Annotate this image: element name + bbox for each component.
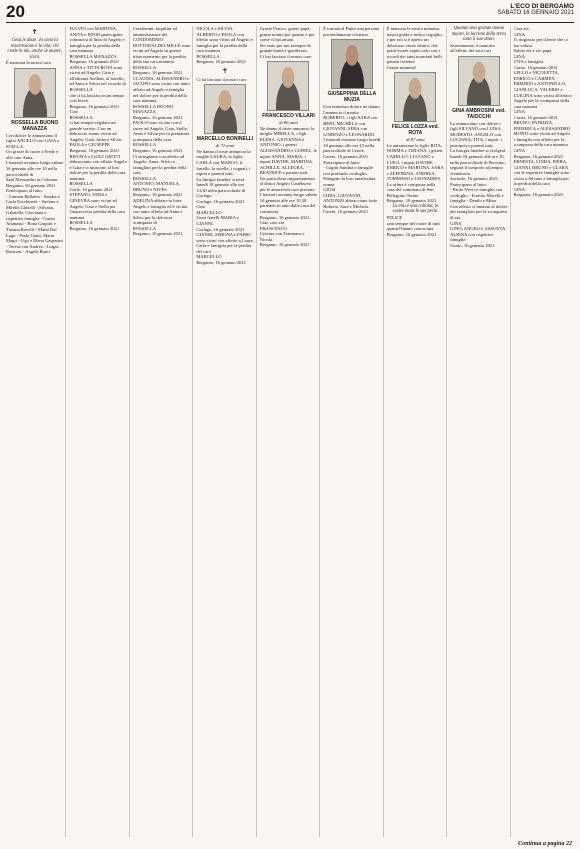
deceased-name-signoff: FRANCESCO [259,225,287,231]
portrait-photo [267,61,309,111]
notice-text: Ciao [196,204,206,210]
notice-text: Partecipano al lutto: [323,159,361,165]
notice-text: È mancata la nostra cara [6,60,51,66]
notice-date: Cerete, 16 gennaio 2021 [323,209,369,215]
deceased-age: di 87 anni [406,137,425,143]
masthead [498,3,574,17]
notice-text: Un grazie di cuore a Fredy e alle care Anna. [6,149,59,160]
issue-date: SABATO 16 GENNAIO 2021 [497,10,574,16]
notice-text: BRUNO, PATRIZIA, FEDERICA e ALESSANDRO MONTI sono vicini ad Angelo e famiglia con affetto per la scomparsa della cara mamma [513,120,571,148]
notice-text: Bergamo, 16 gennaio 2021 [6,182,56,188]
deceased-name: GINA AMBROSINI ved. TAIOCCHI [452,107,506,120]
notice-date: Bergamo, 16 gennaio 2021 [132,70,183,76]
notice-date: Bergamo, 16 gennaio 2021 [259,214,310,220]
notice-text: GINO, ANGELO, ASSUNTA, ALBINA con rispettive famiglie. [450,226,507,243]
deceased-name-signoff: ROSSELLA [132,64,157,70]
page-header [6,2,574,23]
deceased-name-signoff: MARCELLO [196,209,222,215]
notice-text: LIDIA, GIOVANNI, ANTONIO abbracciano forte Roberto, Sara e Michela. [323,192,378,209]
deceased-name-signoff: GINA [450,220,462,226]
notice-date: Bergamo, 16 gennaio 2021 [259,242,310,248]
notice-date: Bergamo, 16 gennaio 2021 [69,225,120,231]
cross-icon: ✝ [222,66,228,75]
notice-date: Bergamo, 16 gennaio 2021 [69,59,120,65]
memorial-quote: Gesù le disse: Io sono la resurrezione e la vita; chi crede in me, anche se muore, vivrà. [7,38,62,60]
notice-text: I funerali avranno luogo sabato 16 gennaio alle ore 10,30 partendo in auto dalla casa del commiato. [259,192,318,215]
notice-date: Bergamo, 16 gennaio 2021 [132,231,183,237]
notice-text: Sei stato per noi esempio di grande bontà e gentilezza. [259,42,311,54]
notice-text: Ci ha lasciato il nostro caro [196,76,247,82]
deceased-name-signoff: GINA [513,53,526,59]
notice-text: Partecipano al lutto: [6,188,43,194]
deceased-name-signoff: ROSSELLA [132,175,157,181]
portrait-photo [331,39,373,89]
deceased-name-signoff: GINA [513,31,526,37]
notice-date: Bergamo, 16 gennaio 2021 [196,259,247,265]
deceased-name-signoff: ROSSELLA BUONO MANAZZA [132,103,174,115]
memorial-quote: Quando una grande donna muore, le lacrime della terra sono il suo dono. [451,26,506,43]
notice-text: La liturgia funebre si svolgerà lunedì 18 gennaio alle ore 10, nella parrocchiale di Petosino, seguirà il trasporto al tempio crematorio. [450,148,506,176]
notice-text: ERNESTA, LINDA, PIERA, GIANNI, BRUNO e CLARA con le rispettive famiglie sono vicini a Silvano e famiglia per la perdita della cara [513,159,570,187]
deceased-name-signoff: GINA [513,148,526,154]
notice-text: Con immenso dolore ne danno l'annuncio il marito ROBERTO, i figli SARA con BERT, MICHELA con GIOVANNI, SERA con LORENZO e LEONARDO. [323,104,380,137]
notice-date: Bergamo, 16 gennaio 2021 [386,231,437,237]
notice-text: Grazie Franco, grazie papà, grazie nonno per quanto e per come ci hai amato. [259,26,315,43]
notice-text: - Paolo Nervi e famiglia con cordoglio - Ernesto Morelli e famiglia - Danilo e Mina [450,187,504,204]
notice-date: Gorlago, 16 gennaio 2021 [196,226,245,232]
notice-text: FULVIO con MARTINA, ANITA e EDOO partecipano commossi al lutto di Angelo e famiglia per la perdita della cara mamma [69,26,125,54]
portrait-photo [458,56,500,106]
notice-date: Bergamo, 16 gennaio 2021 [196,59,247,65]
obituary-column [133,26,193,837]
notice-text: Ciao zia [513,26,529,31]
notice-text: Ci stringiamo con affetto ad Angelo, Anna, Silvio e famigliari per la perdita della cara [132,153,187,176]
notice-date: Bergamo, 16 gennaio 2021 [132,114,183,120]
notice-date: Bergamo, 16 gennaio 2021 [132,192,183,198]
notice-text: CLAUDIA, ALESSANDRO e JACOPO sono vicini con tanto affetto ad Angelo e famiglia nel dolore per la perdita della cara mamma [132,75,190,104]
notice-text: ci hai sempre regalato un grande sorriso. Con un abbraccio siamo vicini ad Angelo, Gaia, Anna e Silvio. [69,120,123,142]
portrait-photo [204,84,246,134]
deceased-name-signoff: ROSSELLA [132,225,157,231]
portrait-photo [14,68,56,118]
obituary-column [387,26,447,837]
notice-text: I funerali avranno luogo sabato 16 gennaio alle ore 10 nella parrocchiale di Sant'Alessandro in Colonna. [6,160,64,183]
notice-text: Ne danno il triste annuncio la moglie MIRELLA, i figli ELENA, GIOVANNA e ANTONIO, i generi ALESSANDRO e CUDIEL, le nipoti ANNA, MARIA, i nipoti DAVIDE, MARTINA, ACHILLE, ALLEGRA, BEATRICE e parenti tutti. [259,125,317,176]
notice-text: Un particolare ringraziamento al dottor Angelo Castelnovo per le amorevoli cure prestate. [259,175,316,192]
obituary-column [6,26,66,837]
notice-date: Curno, 16 gennaio 2021 [513,64,558,70]
notice-text: RENATA e LUIGI GRITTI abbracciano con affetto Angelo e Gaia e si uniscono al loro dolore per la perdita della cara mamma [69,153,127,181]
deceased-name: MARCELLO BONINELLI [196,136,254,143]
notice-text: PAOLO sono vicino con il cuore ad Angelo, Gaia, Stella, Anna e Silvio per la prematura scomparsa della cara [132,120,190,142]
notice-text: Partecipano al lutto: [450,181,488,187]
notice-date: Bergamo, 16 gennaio 2021 [513,192,564,198]
deceased-name-signoff: GINA [513,186,526,192]
deceased-name: FELICE LOZZA ved. ROTA [391,124,439,137]
deceased-name: ROSSELLA BUONO MANAZZA [11,119,59,132]
notice-date: Bergamo, 16 gennaio 2021 [386,198,437,204]
deceased-name-signoff: ROSSELLA [69,181,93,187]
notice-text: È mancata la nostra mamma, nostra guida e nostro orgoglio, e per noi si è aperto un dolorosso vuoto dentro, che potrà essere supito solo con i ricordi dei tanti momenti belli passati insieme. [386,26,443,65]
deceased-age: di 86 anni [279,120,298,126]
notice-text: che ci ha lasciato in un tempo così breve. [69,92,125,104]
obituary-column [514,26,574,837]
notice-text: STEFANO, VERA e GINEVRA sono vicini ad Angelo, Gaia e Stella per l'improvvisa perdita della cara mamma [69,192,125,220]
obituary-column [69,26,129,837]
notice-text: È tornata al Padre una persona profondamente cristiana [323,26,380,37]
notice-text: Ciao caro zio [259,220,285,226]
notice-text: Serenamente, è mancata all'affetto dei suoi cari [450,42,495,54]
notice-text: La salma è composta nella casa del commiato di San Pellegrino Terme. [386,181,436,198]
notice-text: I funerali avranno luogo lunedì 18 gennaio alle ore 15 nella parrocchiale di Cerete. [323,137,381,154]
notice-date: Bergamo, 16 gennaio 2021 [69,103,120,109]
notice-text: - Carmen Ballabio - Sandra e Carla Facchinetti - Stefano e Mirella Ghiselli - Silvana, Gabriella, Giovanna e rispettive famiglie - Guido Attanasio - Bona Gaspari e Tiziana Ravelli - Marta Dal Lago - Paola Giani, Marta Magri - Ugo e Elena Gasparini - Teresa con Andrea - Luigia Ronzoni - Angela Bravi [6,193,63,255]
newspaper-name: L'ECO DI BERGAMO [510,3,574,10]
notice-text: ADELINA abbraccia forte Angelo e famiglia ed è vicina con tanto affetto ad Anna e Silvio per la dolorosa scomparsa di [132,197,188,226]
deceased-name: FRANCESCO VILLARI [262,113,315,120]
notice-text: Ne danno il triste annuncio la moglie LAURA, la figlia CARLA con MARCO, il fratello, le sorelle, i cognati, i nipoti e parenti tutti. [196,148,251,177]
deceased-name-signoff: GINA [513,109,526,115]
notice-text: Ti ringrazio per il bene che ci hai voluto. [513,37,568,48]
notice-text: Con dolore lo annunciano il figlio ANGELO con GAIA e STELLA. [6,132,60,149]
notice-text: ANNA e TITTA ROTA sono vicini ad Angelo, Gaia e all'adorata Stellina, al fratello, ad Anna e Silvio nel ricordo di [69,64,126,87]
deceased-age: di 72 anni [215,143,235,149]
deceased-name-signoff: ROSSELLA MANAZZA [69,53,117,59]
notice-text: ANTONIO, MANUELA, BRUNO e NIVES [132,181,181,192]
notice-text: I tuoi fratelli MARIA e GIANNI. [196,215,239,227]
notice-date: Gorle, 16 gennaio 2021 [69,186,113,192]
obituary-columns [6,26,574,837]
obituary-column [323,26,383,837]
portrait-photo [394,72,436,122]
notice-date: Curno, 16 gennaio 2021 [513,114,558,120]
continue-note: Continua a pagina 22 [518,841,572,847]
notice-date: Cerete, 16 gennaio 2021 [323,154,369,160]
notice-text: Grazie mamma! [386,64,417,70]
notice-text: sarà sempre nel cuore di tutti quanti l'hanno conosciuta. [386,220,440,232]
page-number: 20 [6,2,25,21]
obituary-column [196,26,256,837]
notice-text: Piangono la loro amatissima nonna [323,176,376,187]
notice-text: Con affetto ci uniamo al dolore dei famigliari per la scomparsa di zia [450,203,508,221]
notice-text: - Cugini Santina e famiglie con profondo cordoglio. [323,165,373,176]
deceased-name-signoff: ROSSELLA [69,220,93,226]
notice-date: Curno, 16 gennaio 2021 [450,242,495,248]
notice-text: TITA e famiglia. [513,59,545,65]
notice-text: Ciao [69,109,79,115]
notice-date: Sorisole, 16 gennaio 2021 [450,176,499,182]
notice-text: Salute zia e zio papà [513,48,552,54]
notice-text: Lo annunciano le figlie RITA, NORMA e TIZIANA, i generi CAMILLO, LUCIANO e LUIGI, i nipoti DAVIDE, ENRICO e MARTINA, SARA e ZEFFIRINA, ANDREA, TOMMASO e LEONARDO. [386,142,444,182]
deceased-name-signoff: ROSSELLA [69,87,93,93]
obituary-column [260,26,320,837]
notice-text: Cristina con Tommaso e Nicola. [259,231,305,242]
memorial-quote: La vita è una collana, le vostre mani le sue perle. [392,203,439,215]
notice-text: LELLO e NICOLETTA, ENRICO e CARMEN, ERMINIO e ANTONELLO, GIANLUCA, VALERIO e LUIGINA sono vicini all'amico Angelo per la scomparsa della cara mamma [513,70,572,109]
notice-date: Bergamo, 16 gennaio 2021 [69,148,120,154]
notice-text: La liturgia funebre si terrà lunedì 18 gennaio alle ore 14,30 nella parrocchiale di Gorlago. [196,176,246,199]
deceased-name-signoff: ROSSELLA [132,142,157,148]
deceased-name-signoff: GIUSI [323,187,336,193]
deceased-name: GIUSEPPINA DELLA MUZIA [327,91,377,104]
notice-date: Bergamo, 16 gennaio 2021 [513,153,564,159]
deceased-name-signoff: FELICE [386,215,403,221]
notice-text: Ci hai lasciato il nostro caro [259,53,312,59]
cross-icon: ✝ [31,28,38,36]
deceased-name-signoff: PAOLA e GIUSEPPE [69,142,110,148]
notice-text: GIANNI, SIMONA e FABIO sono vicini con affetto a Laura, Carla e famiglia per la perdita del caro [196,232,254,254]
notice-text: Condomini, inquilini ed amministratore del CONDOMINIO BOTTODALDELMILLE sono vicini ad Angelo in questo triste momento per la perdita della sua cara mamma [132,26,191,65]
deceased-name-signoff: ROSSELLA [69,114,93,120]
notice-text: Gorlago, 16 gennaio 2021 [196,198,245,204]
deceased-name-signoff: MARCELLO [196,254,222,260]
notice-text: Lo annunciano con dolore i figli SILVANO con LUISA, MODESTO, ANGELO con LUCIANA, TITA, i nipoti, i pronipoti e parenti tutti. [450,120,503,148]
notice-text: NICOLA e SILVIA, ALBERTO e PAOLA con affetto sono vicini ad Angelo e famiglia per la perdita della cara mamma [196,26,253,54]
obituary-column [450,26,510,837]
notice-date: Bergamo, 16 gennaio 2021 [132,148,183,154]
deceased-name-signoff: ROSSELLA [196,53,220,59]
